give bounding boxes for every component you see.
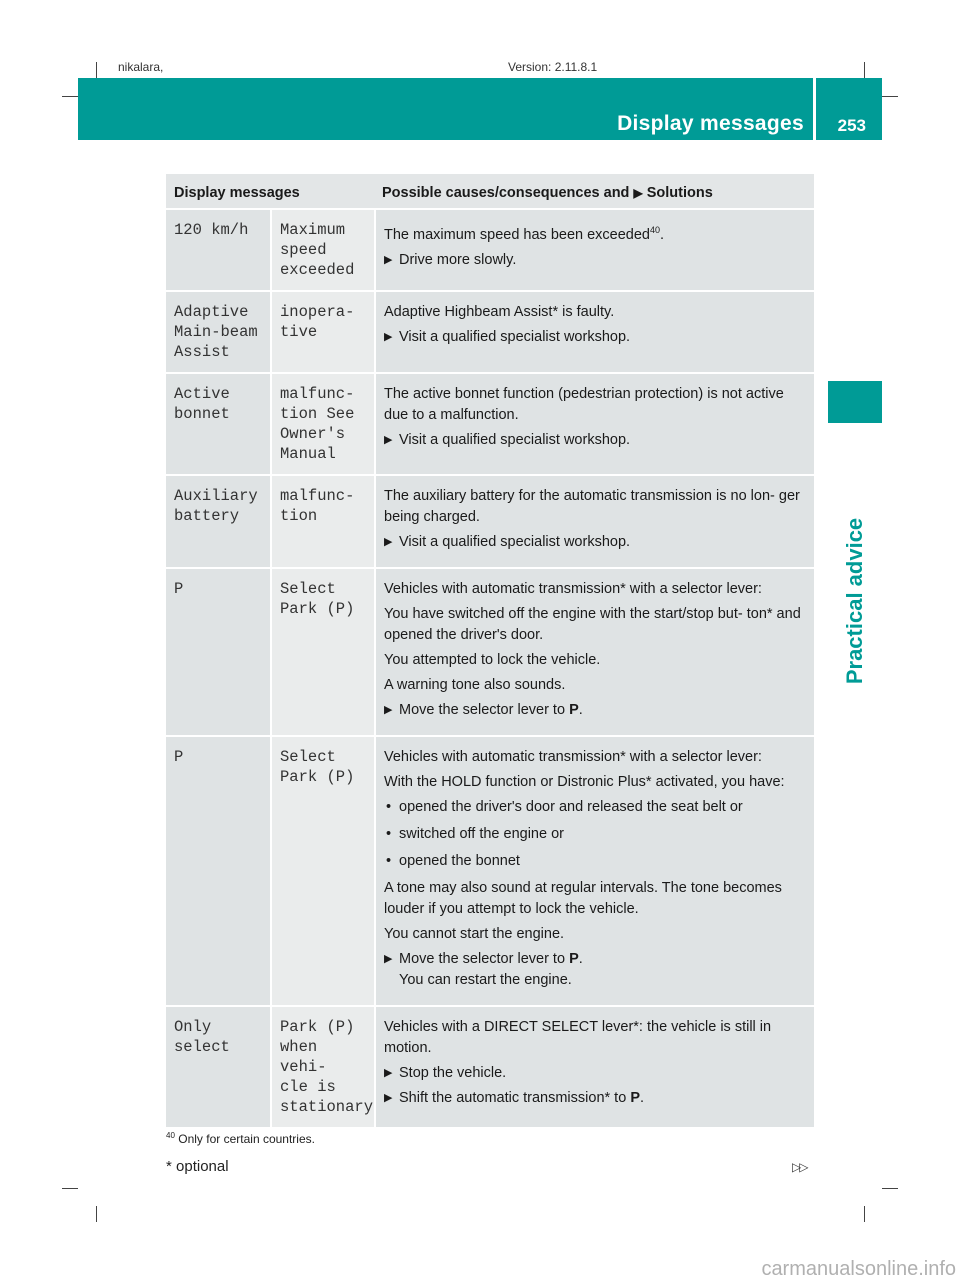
page-title: Display messages xyxy=(617,112,804,135)
text-run: Move the selector lever to xyxy=(399,702,570,718)
message-cell xyxy=(166,374,270,476)
action-step xyxy=(384,700,806,721)
solution-cell xyxy=(374,374,814,476)
crop-mark xyxy=(882,96,898,97)
table-row xyxy=(166,210,814,292)
crop-mark xyxy=(62,96,78,97)
cause-text xyxy=(384,878,806,920)
text-run: The active bonnet function (pedestrian protection) is not active due to a malfunction. xyxy=(384,386,784,423)
message-detail-cell xyxy=(270,374,374,476)
action-step xyxy=(384,949,806,991)
message-detail-cell xyxy=(270,292,374,374)
message-cell xyxy=(166,292,270,374)
action-triangle-icon: ▶ xyxy=(384,331,393,343)
text-run: . xyxy=(578,951,583,967)
display-message-text: Only select xyxy=(174,1018,230,1056)
cause-text xyxy=(384,650,806,671)
footnote-ref: 40 xyxy=(650,225,661,235)
cause-text xyxy=(384,924,806,945)
text-run: You have switched off the engine with the start/stop but‐ ton* and opened the driver's door. xyxy=(384,606,801,643)
solution-cell xyxy=(374,292,814,374)
action-step xyxy=(384,430,806,451)
cause-text xyxy=(384,675,806,696)
table-row xyxy=(166,374,814,476)
display-message-detail: Park (P) when vehi‐ cle is stationary xyxy=(280,1018,374,1116)
crop-mark xyxy=(882,1188,898,1189)
action-step xyxy=(384,532,806,553)
continue-arrows-icon: ▷▷ xyxy=(792,1160,807,1174)
text-run: The auxiliary battery for the automatic transmission is no lon‐ ger being charged. xyxy=(384,488,800,525)
cause-text xyxy=(384,604,806,646)
text-run: . xyxy=(660,226,665,243)
footnote-text: Only for certain countries. xyxy=(178,1132,315,1146)
optional-note: * optional xyxy=(166,1158,229,1175)
text-run: With the HOLD function or Distronic Plus* activated, you have: xyxy=(384,774,785,790)
cause-text xyxy=(384,772,806,793)
display-message-detail: Select Park (P) xyxy=(280,748,355,786)
message-detail-cell xyxy=(270,210,374,292)
action-step xyxy=(384,327,806,348)
action-triangle-icon: ▶ xyxy=(384,1067,393,1079)
display-message-text: 120 km/h xyxy=(174,221,249,239)
message-detail-cell xyxy=(270,476,374,569)
display-message-detail: malfunc‐ tion xyxy=(280,487,355,525)
action-triangle-icon: ▶ xyxy=(633,186,643,200)
crop-mark xyxy=(864,62,865,78)
table-body xyxy=(166,210,814,1129)
text-run: Visit a qualified specialist workshop. xyxy=(399,329,631,345)
text-run: Visit a qualified specialist workshop. xyxy=(399,432,631,448)
column-header-messages-label: Display messages xyxy=(174,185,300,201)
action-result: You can restart the engine. xyxy=(399,972,572,988)
bullet-dot-icon: • xyxy=(386,826,392,842)
text-run: switched off the engine or xyxy=(399,826,564,842)
display-message-text: P xyxy=(174,580,184,598)
display-message-detail: malfunc‐ tion See Owner's Manual xyxy=(280,385,355,463)
text-run: Drive more slowly. xyxy=(399,251,517,268)
action-step xyxy=(384,1088,806,1109)
section-tab xyxy=(828,381,882,423)
column-header-solutions-label: Possible causes/consequences and xyxy=(382,185,634,201)
text-run: Vehicles with a DIRECT SELECT lever*: the vehicle is still in motion. xyxy=(384,1019,772,1056)
bullet-item xyxy=(384,824,806,845)
message-detail-cell xyxy=(270,737,374,1007)
cause-text xyxy=(384,747,806,768)
message-detail-cell xyxy=(270,569,374,737)
column-header-solutions-suffix: Solutions xyxy=(642,185,713,201)
column-header-messages xyxy=(166,174,374,210)
table-row xyxy=(166,1007,814,1129)
text-run: Visit a qualified specialist workshop. xyxy=(399,534,631,550)
message-detail-cell xyxy=(270,1007,374,1129)
display-message-text: Auxiliary battery xyxy=(174,487,258,525)
watermark: carmanualsonline.info xyxy=(761,1258,956,1280)
text-run: Adaptive Highbeam Assist* is faulty. xyxy=(384,304,615,320)
action-triangle-icon: ▶ xyxy=(384,253,393,266)
cause-text xyxy=(384,579,806,600)
table-row xyxy=(166,292,814,374)
cause-text xyxy=(384,220,806,246)
text-run: Vehicles with automatic transmission* with a selector lever: xyxy=(384,749,762,765)
text-run: . xyxy=(578,702,583,718)
cause-text xyxy=(384,302,806,323)
text-run: opened the driver's door and released the seat belt or xyxy=(399,799,743,815)
text-run: Move the selector lever to xyxy=(399,951,570,967)
display-message-text: Active bonnet xyxy=(174,385,230,423)
table-header-row xyxy=(166,174,814,210)
solution-cell xyxy=(374,1007,814,1129)
bullet-item xyxy=(384,797,806,818)
bullet-dot-icon: • xyxy=(386,799,392,815)
text-run: You cannot start the engine. xyxy=(384,926,565,942)
crop-mark xyxy=(96,62,97,78)
gear-position: P xyxy=(569,951,579,967)
message-cell xyxy=(166,737,270,1007)
text-run: . xyxy=(639,1090,645,1106)
text-run: You attempted to lock the vehicle. xyxy=(384,652,601,668)
action-triangle-icon: ▶ xyxy=(384,1092,393,1104)
cause-text xyxy=(384,1017,806,1059)
table-row xyxy=(166,737,814,1007)
display-message-detail: Select Park (P) xyxy=(280,580,355,618)
action-step xyxy=(384,250,806,271)
page-number: 253 xyxy=(837,116,866,135)
solution-cell xyxy=(374,210,814,292)
action-triangle-icon: ▶ xyxy=(384,434,393,446)
message-cell xyxy=(166,1007,270,1129)
bullet-dot-icon: • xyxy=(386,853,392,869)
crop-mark xyxy=(62,1188,78,1189)
crop-mark xyxy=(864,1206,865,1222)
text-run: Stop the vehicle. xyxy=(399,1065,507,1081)
gear-position: P xyxy=(630,1090,640,1106)
display-message-text: Adaptive Main-beam Assist xyxy=(174,303,258,361)
print-meta-left: nikalara, xyxy=(118,60,164,74)
gear-position: P xyxy=(569,702,579,718)
text-run: The maximum speed has been exceeded xyxy=(384,226,650,243)
cause-text xyxy=(384,486,806,528)
solution-cell xyxy=(374,476,814,569)
crop-mark xyxy=(96,1206,97,1222)
text-run: A tone may also sound at regular intervals. The tone becomes louder if you attempt to lock the vehicle. xyxy=(384,880,782,917)
message-cell xyxy=(166,210,270,292)
action-triangle-icon: ▶ xyxy=(384,953,393,965)
table-row xyxy=(166,476,814,569)
action-triangle-icon: ▶ xyxy=(384,536,393,548)
text-run: Vehicles with automatic transmission* with a selector lever: xyxy=(384,581,762,597)
header-divider xyxy=(813,78,816,140)
text-run: Shift the automatic transmission* to xyxy=(399,1090,631,1106)
cause-text xyxy=(384,384,806,426)
bullet-item xyxy=(384,851,806,872)
footnote xyxy=(166,1131,315,1146)
display-message-detail: inopera‐ tive xyxy=(280,303,355,341)
solution-cell xyxy=(374,737,814,1007)
column-header-solutions xyxy=(374,174,814,210)
action-triangle-icon: ▶ xyxy=(384,704,393,716)
text-run: opened the bonnet xyxy=(399,853,520,869)
display-message-text: P xyxy=(174,748,184,766)
display-message-detail: Maximum speed exceeded xyxy=(280,221,355,279)
message-cell xyxy=(166,476,270,569)
table-row xyxy=(166,569,814,737)
action-step xyxy=(384,1063,806,1084)
message-cell xyxy=(166,569,270,737)
text-run: A warning tone also sounds. xyxy=(384,677,566,693)
section-label: Practical advice xyxy=(842,517,867,685)
print-meta-right: Version: 2.11.8.1 xyxy=(508,60,598,74)
solution-cell xyxy=(374,569,814,737)
display-messages-table xyxy=(166,174,814,1129)
page-header xyxy=(78,78,882,140)
footnote-number: 40 xyxy=(166,1131,175,1140)
